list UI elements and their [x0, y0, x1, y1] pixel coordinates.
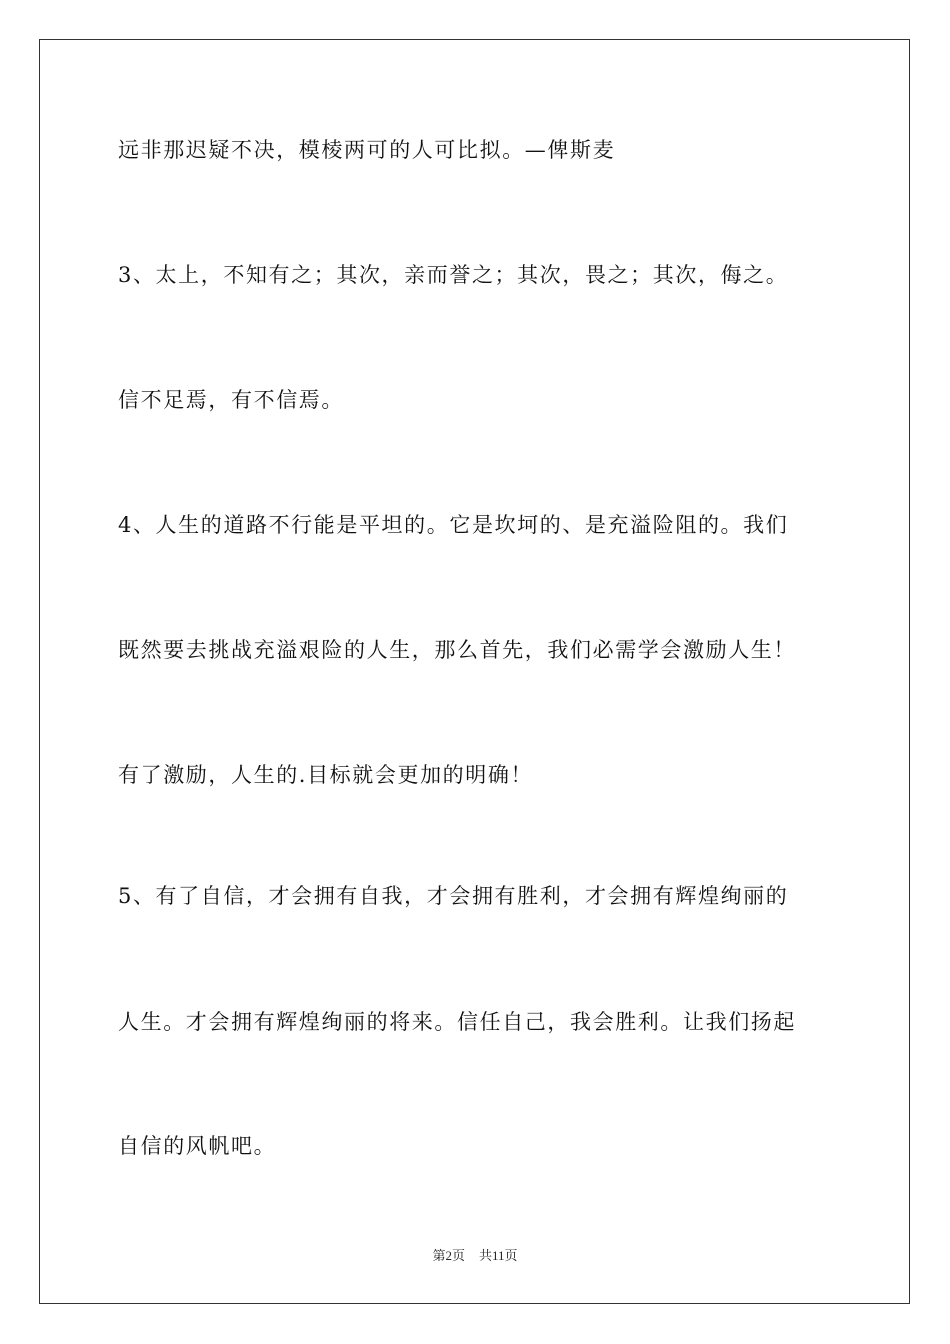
text-line-1: 远非那迟疑不决，模棱两可的人可比拟。—俾斯麦 — [118, 138, 616, 162]
text-line-4: 4、人生的道路不行能是平坦的。它是坎坷的、是充溢险阻的。我们 — [118, 513, 789, 537]
text-line-3: 信不足焉，有不信焉。 — [118, 388, 344, 412]
text-line-5: 既然要去挑战充溢艰险的人生，那么首先，我们必需学会激励人生！ — [118, 638, 796, 662]
text-line-8: 人生。才会拥有辉煌绚丽的将来。信任自己，我会胜利。让我们扬起 — [118, 1010, 796, 1034]
page-frame — [39, 39, 910, 1304]
page-total: 共11页 — [478, 1248, 518, 1263]
page-number: 第2页 — [432, 1248, 465, 1263]
text-line-2: 3、太上，不知有之；其次，亲而誉之；其次，畏之；其次，侮之。 — [118, 263, 789, 287]
text-line-9: 自信的风帆吧。 — [118, 1134, 277, 1158]
text-line-6: 有了激励，人生的.目标就会更加的明确！ — [118, 763, 534, 787]
page-footer — [0, 1248, 950, 1264]
text-line-7: 5、有了自信，才会拥有自我，才会拥有胜利，才会拥有辉煌绚丽的 — [118, 884, 789, 908]
